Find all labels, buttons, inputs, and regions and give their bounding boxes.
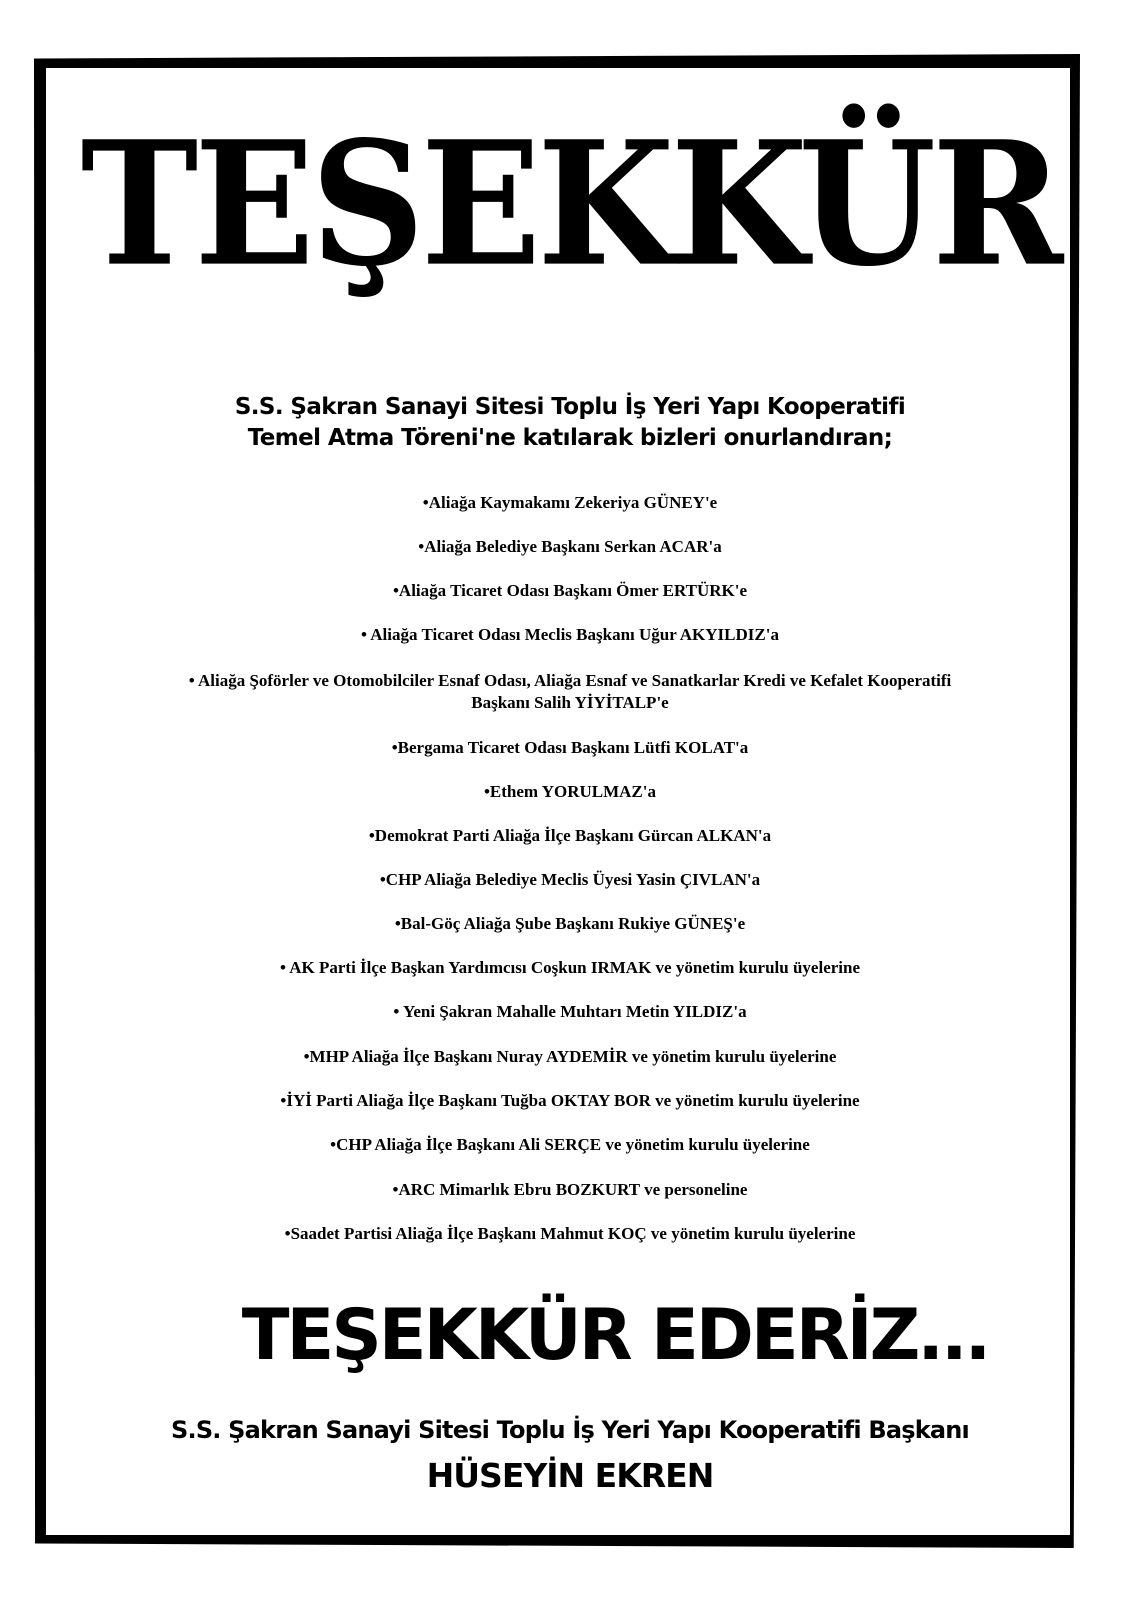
closing-text: TEŞEKKÜR EDERİZ... — [241, 1294, 989, 1376]
list-item: • Aliağa Ticaret Odası Meclis Başkanı Uğur AKYILDIZ'a — [361, 625, 779, 644]
list-item: •MHP Aliağa İlçe Başkanı Nuray AYDEMİR ve yönetim kurulu üyelerine — [303, 1047, 837, 1066]
list-item: •Demokrat Parti Aliağa İlçe Başkanı Gürcan ALKAN'a — [368, 826, 772, 845]
list-item: •ARC Mimarlık Ebru BOZKURT ve personeline — [392, 1180, 748, 1199]
list-item: •Aliağa Belediye Başkanı Serkan ACAR'a — [418, 537, 722, 556]
list-item: •CHP Aliağa Belediye Meclis Üyesi Yasin ÇIVLAN'a — [379, 870, 761, 889]
subtitle-line-2: Temel Atma Töreni'ne katılarak bizleri onurlandıran; — [247, 425, 893, 451]
list-item: •Aliağa Ticaret Odası Başkanı Ömer ERTÜRK'e — [392, 581, 748, 600]
list-item: •Saadet Partisi Aliağa İlçe Başkanı Mahmut KOÇ ve yönetim kurulu üyelerine — [284, 1224, 856, 1243]
list-item: •Bergama Ticaret Odası Başkanı Lütfi KOLAT'a — [391, 738, 749, 757]
list-item: • AK Parti İlçe Başkan Yardımcısı Coşkun IRMAK ve yönetim kurulu üyelerine — [279, 958, 861, 977]
main-title: TEŞEKKÜR — [80, 104, 1060, 305]
list-item: •Bal-Göç Aliağa Şube Başkanı Rukiye GÜNEŞ'e — [394, 914, 746, 933]
list-item: •İYİ Parti Aliağa İlçe Başkanı Tuğba OKTAY BOR ve yönetim kurulu üyelerine — [280, 1091, 860, 1110]
signature-organization: S.S. Şakran Sanayi Sitesi Toplu İş Yeri Yapı Kooperatifi Başkanı — [171, 1416, 969, 1444]
list-item: •Ethem YORULMAZ'a — [483, 782, 656, 801]
list-item: • Yeni Şakran Mahalle Muhtarı Metin YILDIZ'a — [393, 1002, 747, 1021]
signature-name: HÜSEYİN EKREN — [426, 1456, 714, 1495]
list-item: • Aliağa Şoförler ve Otomobilciler Esnaf Odası, Aliağa Esnaf ve Sanatkarlar Kredi ve Kefalet Kooperatifi — [188, 671, 952, 690]
subtitle-line-1: S.S. Şakran Sanayi Sitesi Toplu İş Yeri Yapı Kooperatifi — [234, 394, 906, 420]
list-item: Başkanı Salih YİYİTALP'e — [471, 693, 669, 712]
list-item: •CHP Aliağa İlçe Başkanı Ali SERÇE ve yönetim kurulu üyelerine — [330, 1135, 810, 1154]
list-item: •Aliağa Kaymakamı Zekeriya GÜNEY'e — [422, 493, 718, 512]
